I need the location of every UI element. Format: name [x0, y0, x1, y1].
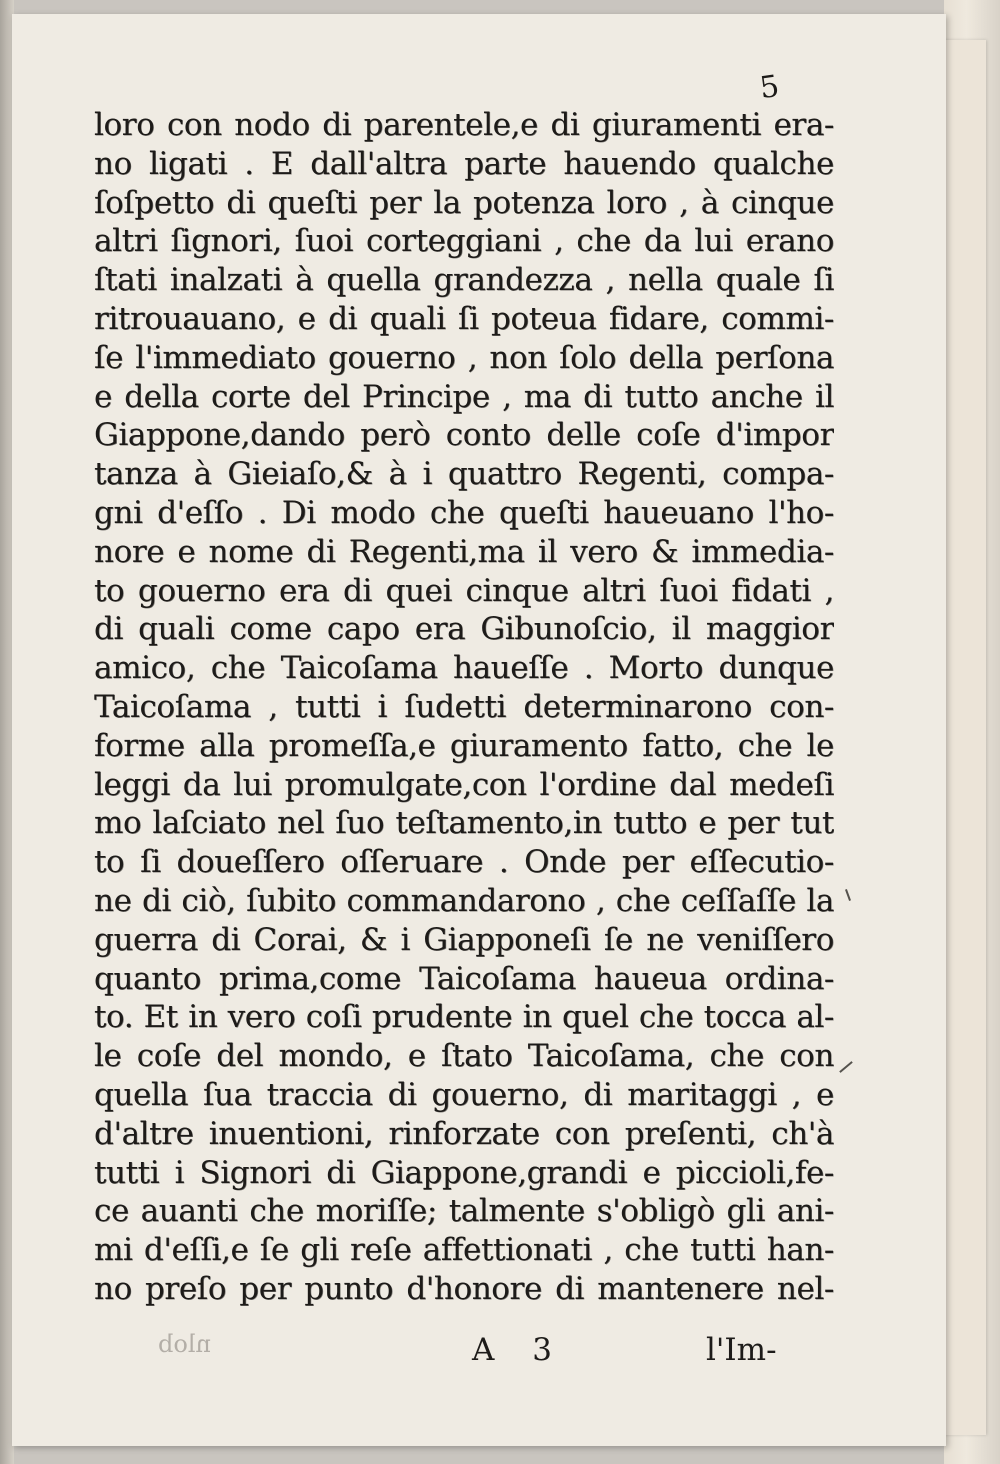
text-line: Taicoſama , tutti i ſudetti determinarono con-	[94, 688, 834, 725]
text-line: ſtati inalzati à quella grandezza , nella quale ſi	[94, 262, 834, 299]
text-line: quanto prima,come Taicoſama haueua ordina-	[94, 960, 834, 997]
text-line: d'altre inuentioni, rinforzate con preſenti, ch'à	[94, 1115, 834, 1152]
book-page	[12, 14, 946, 1446]
text-line: tanza à Gieiaſo,& à i quattro Regenti, compa-	[94, 456, 834, 493]
text-line: guerra di Corai, & i Giapponeſi ſe ne veniſſero	[94, 921, 834, 958]
margin-mark	[839, 1061, 853, 1073]
text-line: di quali come capo era Gibunoſcio, il maggior	[94, 611, 834, 648]
text-line: quella ſua traccia di gouerno, di maritaggi , e	[94, 1076, 834, 1113]
text-line: ſoſpetto di queſti per la potenza loro , à cinque	[94, 184, 834, 221]
text-line: ce auanti che moriſſe; talmente s'obligò gli ani-	[94, 1193, 834, 1230]
page-number: 5	[757, 68, 782, 107]
catchword: l'Im-	[706, 1332, 777, 1368]
text-line: to gouerno era di quei cinque altri ſuoi fidati ,	[94, 572, 834, 609]
text-line: Giappone,dando però conto delle coſe d'impor	[94, 417, 834, 454]
signature-mark: A 3	[472, 1332, 566, 1368]
page-footer	[94, 1332, 834, 1372]
text-line: ritrouauano, e di quali ſi poteua fidare, commi-	[94, 300, 834, 337]
text-line: ne di ciò, ſubito commandarono , che ceſſaſſe la	[94, 882, 834, 919]
text-line: to ſi doueſſero oſſeruare . Onde per eſſecutio-	[94, 844, 834, 881]
text-line: le coſe del mondo, e ſtato Taicoſama, che con	[94, 1038, 834, 1075]
margin-mark	[845, 889, 851, 901]
text-line: leggi da lui promulgate,con l'ordine dal medeſi	[94, 766, 834, 803]
text-line: tutti i Signori di Giappone,grandi e piccioli,fe-	[94, 1154, 834, 1191]
text-line: mi d'eſſi,e ſe gli reſe affettionati , che tutti han-	[94, 1232, 834, 1269]
bleed-through-text: nlob	[158, 1330, 211, 1358]
text-line: nore e nome di Regenti,ma il vero & immedia-	[94, 533, 834, 570]
text-line: ſe l'immediato gouerno , non ſolo della perſona	[94, 339, 834, 376]
text-line: no preſo per punto d'honore di mantenere nel-	[94, 1270, 834, 1307]
text-line: no ligati . E dall'altra parte hauendo qualche	[94, 145, 834, 182]
text-line: to. Et in vero coſi prudente in quel che tocca al-	[94, 999, 834, 1036]
text-line: altri ſignori, ſuoi corteggiani , che da lui erano	[94, 223, 834, 260]
text-line: e della corte del Principe , ma di tutto anche il	[94, 378, 834, 415]
text-line: amico, che Taicoſama haueſſe . Morto dunque	[94, 650, 834, 687]
text-line: gni d'eſſo . Di modo che queſti haueuano l'ho-	[94, 494, 834, 531]
body-text	[94, 106, 834, 1309]
text-line: loro con nodo di parentele,e di giuramenti era-	[94, 107, 834, 143]
text-line: forme alla promeſſa,e giuramento fatto, che le	[94, 727, 834, 764]
text-line: mo laſciato nel ſuo teſtamento,in tutto e per tut	[94, 805, 834, 842]
